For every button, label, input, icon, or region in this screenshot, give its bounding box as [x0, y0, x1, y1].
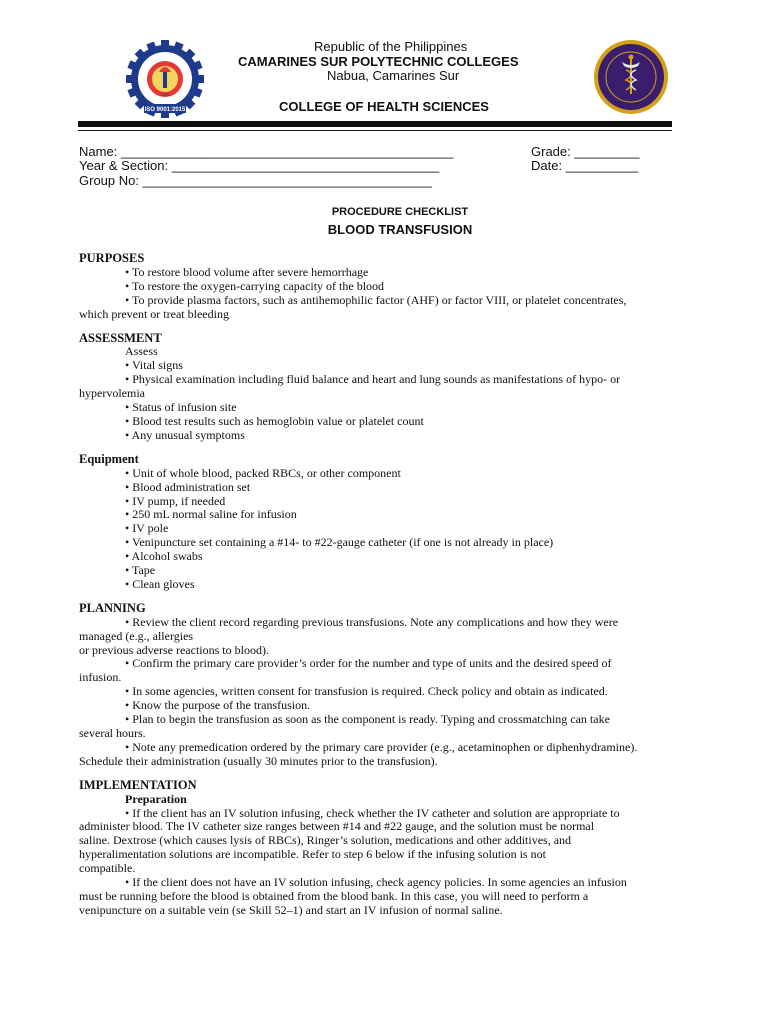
republic-line: Republic of the Philippines: [314, 39, 468, 54]
list-item: • Note any premedication ordered by the primary care provider (e.g., acetaminophen or diphenhydramine).: [125, 739, 638, 754]
name-field[interactable]: Name: ______________________________________________: [79, 144, 454, 159]
header-rule-thick: [78, 121, 672, 127]
planning-section: [79, 602, 719, 769]
list-item: • Tape: [125, 563, 156, 578]
list-item: • IV pole: [125, 521, 169, 536]
list-item-continuation: administer blood. The IV catheter size ranges between #14 and #22 gauge, and the solution must be normal: [79, 819, 595, 834]
list-item: • 250 mL normal saline for infusion: [125, 507, 297, 522]
list-item-continuation: venipuncture on a suitable vein (se Skill 52–1) and start an IV infusion of normal saline.: [79, 902, 503, 917]
list-item: • Physical examination including fluid balance and heart and lung sounds as manifestations of hypo- or: [125, 372, 621, 387]
location-line: Nabua, Camarines Sur: [327, 68, 460, 83]
equipment-section: [79, 453, 719, 592]
list-item: • If the client has an IV solution infusing, check whether the IV catheter and solution are appropriate to: [125, 805, 620, 820]
group-no-field[interactable]: Group No: ________________________________________: [79, 173, 432, 188]
procedure-title: BLOOD TRANSFUSION: [327, 222, 473, 237]
list-item-continuation: Schedule their administration (usually 30 minutes prior to the transfusion).: [79, 753, 438, 768]
date-field[interactable]: Date: __________: [531, 158, 638, 173]
list-item-continuation: infusion.: [79, 670, 122, 685]
list-item: • IV pump, if needed: [125, 493, 226, 508]
section-heading: Equipment: [79, 451, 139, 466]
assessment-section: [79, 332, 719, 443]
list-item: • Vital signs: [125, 358, 183, 373]
purposes-section: [79, 252, 719, 322]
list-item-continuation: hyperalimentation solutions are incompatible. Refer to step 6 below if the infusing solution is not: [79, 847, 546, 862]
list-item-continuation: managed (e.g., allergies: [79, 628, 194, 643]
list-item: • Unit of whole blood, packed RBCs, or other component: [125, 465, 401, 480]
list-item-continuation: hypervolemia: [79, 386, 145, 401]
subsection-heading: Preparation: [125, 791, 187, 806]
list-item: • Status of infusion site: [125, 400, 237, 415]
list-item: • Any unusual symptoms: [125, 427, 245, 442]
list-item: Assess: [125, 344, 158, 359]
header-rule-thin: [78, 130, 672, 131]
section-heading: ASSESSMENT: [79, 330, 162, 345]
list-item: • Blood administration set: [125, 479, 251, 494]
iso-badge-text: ISO 9001:2015: [144, 107, 186, 113]
college-name: CAMARINES SUR POLYTECHNIC COLLEGES: [238, 54, 519, 69]
list-item: • Plan to begin the transfusion as soon as the component is ready. Typing and crossmatching can take: [125, 712, 610, 727]
logo-year-text: 1983: [160, 92, 170, 97]
grade-field[interactable]: Grade: _________: [531, 144, 640, 159]
list-item: • Know the purpose of the transfusion.: [125, 698, 311, 713]
list-item-continuation: several hours.: [79, 726, 146, 740]
list-item-continuation: must be running before the blood is obtained from the blood bank. In this case, you will need to perform a: [79, 888, 589, 903]
list-item: • Blood test results such as hemoglobin value or platelet count: [125, 413, 424, 428]
list-item-continuation: saline. Dextrose (which causes lysis of RBCs), Ringer’s solution, medications and other additives, and: [79, 833, 572, 848]
list-item: • Clean gloves: [125, 576, 195, 591]
list-item: • Review the client record regarding previous transfusions. Note any complications and how they were: [125, 614, 619, 629]
implementation-section: [79, 779, 719, 918]
list-item: • To restore the oxygen-carrying capacity of the blood: [125, 278, 385, 293]
section-heading: IMPLEMENTATION: [79, 777, 197, 792]
department-name: COLLEGE OF HEALTH SCIENCES: [279, 99, 489, 114]
checklist-body: [79, 252, 719, 928]
list-item: • Confirm the primary care provider’s order for the number and type of units and the desired speed of: [125, 656, 612, 671]
list-item: • To restore blood volume after severe hemorrhage: [125, 264, 369, 279]
list-item: • Alcohol swabs: [125, 549, 203, 564]
list-item: • To provide plasma factors, such as antihemophilic factor (AHF) or factor VIII, or platelet concentrates,: [125, 292, 627, 307]
section-heading: PLANNING: [79, 600, 146, 615]
list-item-continuation: which prevent or treat bleeding: [79, 306, 229, 321]
health-sciences-logo: [592, 38, 670, 116]
list-item-continuation: compatible.: [79, 861, 136, 876]
list-item-continuation: or previous adverse reactions to blood).: [79, 642, 269, 657]
list-item: • Venipuncture set containing a #14- to #22-gauge catheter (if one is not already in place): [125, 535, 554, 550]
list-item: • If the client does not have an IV solution infusing, check agency policies. In some agencies an infusion: [125, 875, 627, 890]
section-heading: PURPOSES: [79, 251, 145, 265]
checklist-label: PROCEDURE CHECKLIST: [331, 206, 469, 218]
list-item: • In some agencies, written consent for transfusion is required. Check policy and obtain as indicated.: [125, 684, 608, 699]
year-section-field[interactable]: Year & Section: _____________________________________: [79, 158, 440, 173]
cspc-logo: [124, 38, 206, 120]
